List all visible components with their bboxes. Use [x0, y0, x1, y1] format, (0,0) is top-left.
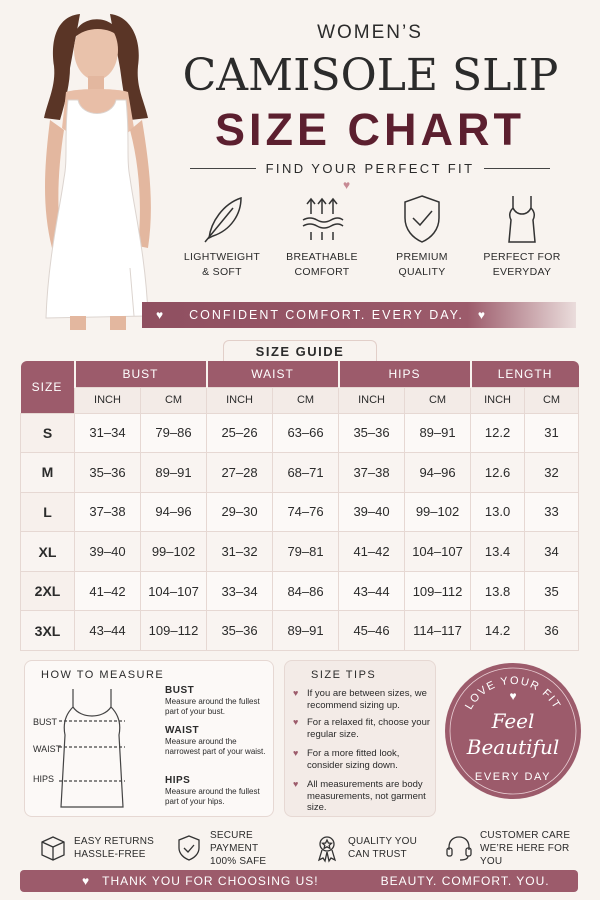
- size-header: SIZE: [21, 361, 75, 413]
- unit-header-row: [21, 387, 579, 413]
- table-row: [21, 413, 579, 453]
- footer-feature: [20, 828, 160, 868]
- table-cell: 79–86: [141, 413, 207, 453]
- unit-header: INCH: [471, 387, 525, 413]
- divider-line: [190, 168, 256, 169]
- size-tips-panel: [284, 660, 436, 817]
- footer-line-1: SECURE PAYMENT: [210, 829, 259, 854]
- table-cell: 12.6: [471, 453, 525, 493]
- measure-desc: Measure around the fullest part of your hips.: [165, 787, 260, 806]
- table-cell: 39–40: [339, 492, 405, 532]
- thanks-left: THANK YOU FOR CHOOSING US!: [102, 874, 319, 888]
- group-header-row: [21, 361, 579, 387]
- womens-heading: WOMEN’S: [317, 22, 423, 43]
- table-cell: 31: [525, 413, 579, 453]
- table-cell: 14.2: [471, 611, 525, 651]
- table-cell: 41–42: [75, 571, 141, 611]
- table-cell: 12.2: [471, 413, 525, 453]
- heart-icon: ♥: [293, 717, 299, 727]
- heart-icon: ♥: [293, 779, 299, 789]
- feature-item: [172, 192, 272, 280]
- camisole-diagram-icon: [57, 685, 127, 811]
- award-icon: [312, 833, 342, 863]
- table-cell: 27–28: [207, 453, 273, 493]
- size-cell: S: [21, 413, 75, 453]
- badge-arc-text: LOVE YOUR FIT: [462, 674, 563, 712]
- measure-desc: Measure around the narrowest part of your waist.: [165, 737, 266, 756]
- bust-header: BUST: [75, 361, 207, 387]
- table-cell: 99–102: [405, 492, 471, 532]
- measure-name: BUST: [165, 685, 195, 696]
- tip-item: [293, 748, 433, 771]
- table-cell: 13.4: [471, 532, 525, 572]
- feature-line-1: BREATHABLE: [286, 251, 358, 263]
- table-cell: 35: [525, 571, 579, 611]
- thank-you-bar: [20, 870, 578, 892]
- table-row: [21, 532, 579, 572]
- footer-line-2: 100% SAFE: [210, 855, 267, 867]
- unit-header: CM: [273, 387, 339, 413]
- heart-icon: ♥: [477, 308, 487, 322]
- table-cell: 32: [525, 453, 579, 493]
- subtitle: FIND YOUR PERFECT FIT: [265, 160, 475, 176]
- table-cell: 68–71: [273, 453, 339, 493]
- size-chart-title: SIZE CHART: [215, 104, 525, 155]
- table-row: [21, 571, 579, 611]
- measure-waist: [165, 725, 271, 757]
- comfort-banner: [142, 302, 576, 328]
- tip-text: For a relaxed fit, choose your regular size.: [307, 717, 431, 740]
- measure-name: HIPS: [165, 775, 191, 786]
- footer-line-1: QUALITY YOU: [348, 836, 418, 847]
- size-cell: L: [21, 492, 75, 532]
- table-cell: 37–38: [339, 453, 405, 493]
- feather-icon: [197, 192, 247, 246]
- table-cell: 34: [525, 532, 579, 572]
- heart-icon: ♥: [293, 688, 299, 698]
- measure-name: WAIST: [165, 725, 200, 736]
- size-cell: 2XL: [21, 571, 75, 611]
- table-cell: 109–112: [141, 611, 207, 651]
- feature-line-1: PERFECT FOR: [483, 251, 561, 263]
- tip-item: [293, 688, 433, 711]
- tip-text: If you are between sizes, we recommend sizing up.: [307, 688, 427, 711]
- feel-beautiful-badge: [444, 662, 582, 800]
- size-table: [20, 361, 579, 651]
- footer-line-2: WE’RE HERE FOR YOU: [480, 842, 570, 867]
- feature-line-1: PREMIUM: [396, 251, 448, 263]
- badge-bottom: EVERY DAY: [474, 771, 552, 783]
- table-row: [21, 611, 579, 651]
- size-guide-title: SIZE GUIDE: [223, 340, 377, 362]
- table-cell: 36: [525, 611, 579, 651]
- table-cell: 79–81: [273, 532, 339, 572]
- table-cell: 104–107: [141, 571, 207, 611]
- camisole-icon: [497, 192, 547, 246]
- feature-item: [472, 192, 572, 280]
- table-cell: 99–102: [141, 532, 207, 572]
- feature-line-1: LIGHTWEIGHT: [183, 251, 261, 263]
- table-cell: 84–86: [273, 571, 339, 611]
- tip-text: For a more fitted look, consider sizing down.: [307, 748, 400, 771]
- table-row: [21, 492, 579, 532]
- unit-header: CM: [405, 387, 471, 413]
- footer-feature-row: [20, 828, 580, 868]
- heart-icon: ♥: [156, 308, 166, 322]
- feature-line-2: & SOFT: [202, 266, 242, 278]
- unit-header: INCH: [339, 387, 405, 413]
- footer-line-1: CUSTOMER CARE: [480, 829, 571, 841]
- feature-line-2: EVERYDAY: [492, 266, 552, 278]
- footer-feature: [300, 828, 440, 868]
- waist-header: WAIST: [207, 361, 339, 387]
- heart-icon: ♥: [509, 689, 517, 703]
- thanks-right: BEAUTY. COMFORT. YOU.: [380, 874, 550, 888]
- badge-line-2: Beautiful: [466, 735, 560, 759]
- table-cell: 31–34: [75, 413, 141, 453]
- footer-feature: [160, 828, 300, 868]
- table-cell: 29–30: [207, 492, 273, 532]
- secure-shield-icon: [174, 833, 204, 863]
- waist-label: WAIST: [33, 744, 62, 754]
- table-cell: 13.0: [471, 492, 525, 532]
- table-cell: 41–42: [339, 532, 405, 572]
- measure-desc: Measure around the fullest part of your bust.: [165, 697, 260, 716]
- table-row: [21, 453, 579, 493]
- feature-line-2: QUALITY: [398, 266, 446, 278]
- feature-line-2: COMFORT: [294, 266, 350, 278]
- footer-feature: [440, 828, 580, 868]
- unit-header: INCH: [75, 387, 141, 413]
- divider-line: [484, 168, 550, 169]
- table-cell: 43–44: [75, 611, 141, 651]
- airflow-icon: [297, 192, 347, 246]
- table-cell: 37–38: [75, 492, 141, 532]
- footer-line-2: HASSLE-FREE: [74, 849, 146, 860]
- table-cell: 33–34: [207, 571, 273, 611]
- table-cell: 63–66: [273, 413, 339, 453]
- hips-label: HIPS: [33, 774, 55, 784]
- table-cell: 13.8: [471, 571, 525, 611]
- measure-hips: [165, 775, 271, 807]
- banner-text: CONFIDENT COMFORT. EVERY DAY.: [189, 308, 464, 322]
- measure-bust: [165, 685, 271, 717]
- table-cell: 109–112: [405, 571, 471, 611]
- bust-label: BUST: [33, 717, 58, 727]
- footer-line-2: CAN TRUST: [348, 849, 407, 860]
- feature-row: [172, 192, 572, 280]
- table-cell: 89–91: [405, 413, 471, 453]
- hips-header: HIPS: [339, 361, 471, 387]
- table-cell: 104–107: [405, 532, 471, 572]
- table-cell: 74–76: [273, 492, 339, 532]
- table-cell: 114–117: [405, 611, 471, 651]
- footer-line-1: EASY RETURNS: [74, 836, 155, 847]
- tip-item: [293, 779, 433, 814]
- heart-icon: ♥: [343, 178, 351, 192]
- box-icon: [38, 833, 68, 863]
- unit-header: CM: [141, 387, 207, 413]
- unit-header: INCH: [207, 387, 273, 413]
- how-to-measure-title: HOW TO MEASURE: [41, 669, 165, 681]
- size-cell: 3XL: [21, 611, 75, 651]
- tip-item: [293, 717, 433, 740]
- headset-icon: [444, 833, 474, 863]
- table-cell: 43–44: [339, 571, 405, 611]
- size-cell: M: [21, 453, 75, 493]
- shield-check-icon: [397, 192, 447, 246]
- size-cell: XL: [21, 532, 75, 572]
- length-header: LENGTH: [471, 361, 579, 387]
- model-photo: [30, 8, 175, 330]
- product-title: CAMISOLE SLIP: [182, 50, 559, 101]
- tip-text: All measurements are body measurements, not garment size.: [307, 779, 426, 813]
- table-cell: 39–40: [75, 532, 141, 572]
- table-cell: 33: [525, 492, 579, 532]
- table-cell: 89–91: [141, 453, 207, 493]
- heart-icon: ♥: [82, 874, 91, 888]
- table-cell: 35–36: [207, 611, 273, 651]
- table-cell: 89–91: [273, 611, 339, 651]
- feature-item: [272, 192, 372, 280]
- size-tips-title: SIZE TIPS: [311, 669, 377, 681]
- badge-line-1: Feel: [491, 709, 535, 733]
- table-cell: 45–46: [339, 611, 405, 651]
- unit-header: CM: [525, 387, 579, 413]
- subtitle-row: [190, 157, 550, 179]
- table-cell: 35–36: [339, 413, 405, 453]
- how-to-measure-panel: [24, 660, 274, 817]
- table-cell: 94–96: [141, 492, 207, 532]
- heart-icon: ♥: [293, 748, 299, 758]
- table-cell: 25–26: [207, 413, 273, 453]
- table-cell: 94–96: [405, 453, 471, 493]
- table-cell: 35–36: [75, 453, 141, 493]
- table-cell: 31–32: [207, 532, 273, 572]
- feature-item: [372, 192, 472, 280]
